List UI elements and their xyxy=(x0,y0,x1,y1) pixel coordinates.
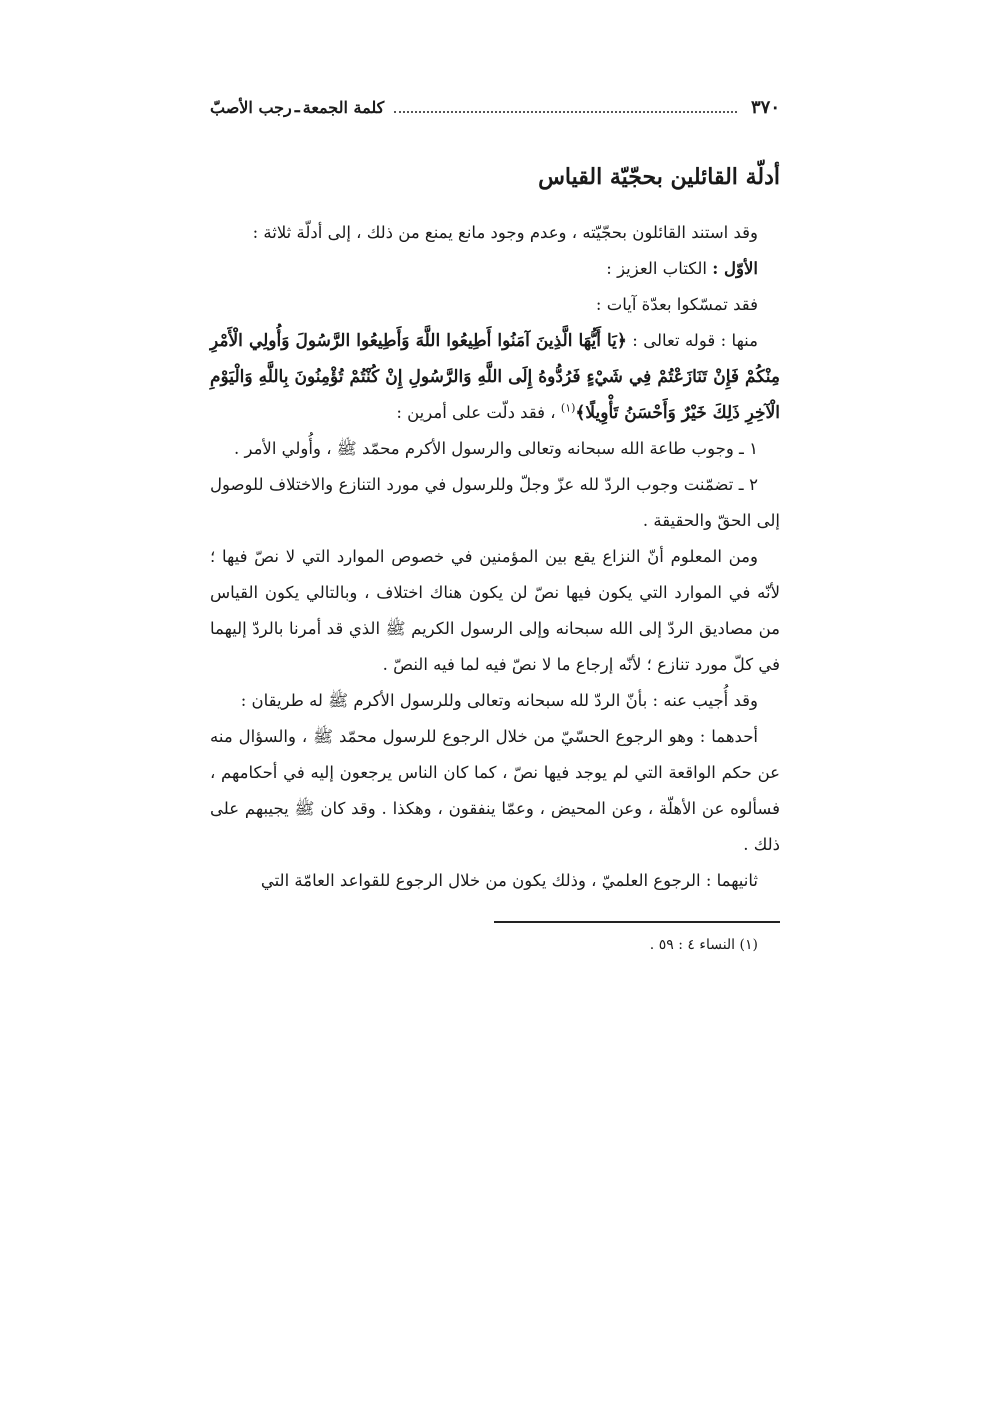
header-dotted-leader xyxy=(394,101,737,113)
running-header xyxy=(210,92,780,122)
verse-lead: منها : قوله تعالى : xyxy=(626,330,759,350)
known-paragraph: ومن المعلوم أنّ النزاع يقع بين المؤمنين في خصوص الموارد التي لا نصّ فيها ؛ لأنّه في الموارد التي يكون فيها نصّ لن يكون هناك اختلاف ، وبالتالي يكون القياس من مصاديق الردّ إلى الله سبحانه وإلى الرسول الكريم ﷺ الذي قد أمرنا بالردّ إليهما في كلّ مورد تنازع ؛ لأنّه إرجاع ما لا نصّ فيه لما فيه النصّ . xyxy=(210,546,780,674)
verse-tail: ، فقد دلّت على أمرين : xyxy=(396,402,561,422)
first-evidence-label: الأوّل : xyxy=(712,258,758,278)
page-number: ٣٧٠ xyxy=(750,96,780,118)
point-two-paragraph: ٢ ـ تضمّنت وجوب الردّ لله عزّ وجلّ وللرسول في مورد التنازع والاختلاف للوصول إلى الحقّ والحقيقة . xyxy=(210,474,780,530)
second-way-paragraph: ثانيهما : الرجوع العلميّ ، وذلك يكون من خلال الرجوع للقواعد العامّة التي xyxy=(260,870,758,890)
quran-verse: ﴿يَا أَيُّهَا الَّذِينَ آمَنُوا أَطِيعُوا اللَّهَ وَأَطِيعُوا الرَّسُولَ وَأُولِي الْأَمْرِ مِنْكُمْ فَإِنْ تَنَازَعْتُمْ فِي شَيْءٍ فَرُدُّوهُ إِلَى اللَّهِ وَالرَّسُولِ إِنْ كُنْتُمْ تُؤْمِنُونَ بِاللَّهِ وَالْيَوْمِ الْآخِرِ ذَلِكَ خَيْرٌ وَأَحْسَنُ تَأْوِيلًا﴾ xyxy=(210,330,780,423)
verse-paragraph xyxy=(210,323,780,431)
page-body xyxy=(210,92,780,957)
footnote-divider xyxy=(494,921,780,923)
first-evidence-paragraph xyxy=(210,251,780,287)
journal-name: كلمة الجمعة xyxy=(302,97,385,117)
point-one-paragraph: ١ ـ وجوب طاعة الله سبحانه وتعالى والرسول الأكرم محمّد ﷺ ، وأُولي الأمر . xyxy=(233,438,758,458)
footnote: (١) النساء ٤ : ٥٩ . xyxy=(649,936,758,953)
section-title: أدلّة القائلين بحجّيّة القياس xyxy=(538,164,780,190)
verses-intro-paragraph: فقد تمسّكوا بعدّة آيات : xyxy=(595,294,758,314)
first-way-paragraph: أحدهما : وهو الرجوع الحسّيّ من خلال الرجوع للرسول محمّد ﷺ ، والسؤال منه عن حكم الواقعة التي لم يوجد فيها نصّ ، كما كان الناس يرجعون إليه في أحكامهم ، فسألوه عن الأهلّة ، وعن المحيض ، وعمّا ينفقون ، وهكذا . وقد كان ﷺ يجيبهم على ذلك . xyxy=(210,726,780,854)
footnote-reference: (١) xyxy=(560,401,576,415)
issue-name: رجب الأصبّ xyxy=(210,97,292,117)
header-separator: ـ xyxy=(294,97,300,117)
first-evidence-text: الكتاب العزيز : xyxy=(606,258,713,278)
intro-paragraph: وقد استند القائلون بحجّيّته ، وعدم وجود مانع يمنع من ذلك ، إلى أدلّة ثلاثة : xyxy=(252,222,758,242)
answer-paragraph: وقد أُجيب عنه : بأنّ الردّ لله سبحانه وتعالى وللرسول الأكرم ﷺ له طريقان : xyxy=(240,690,758,710)
